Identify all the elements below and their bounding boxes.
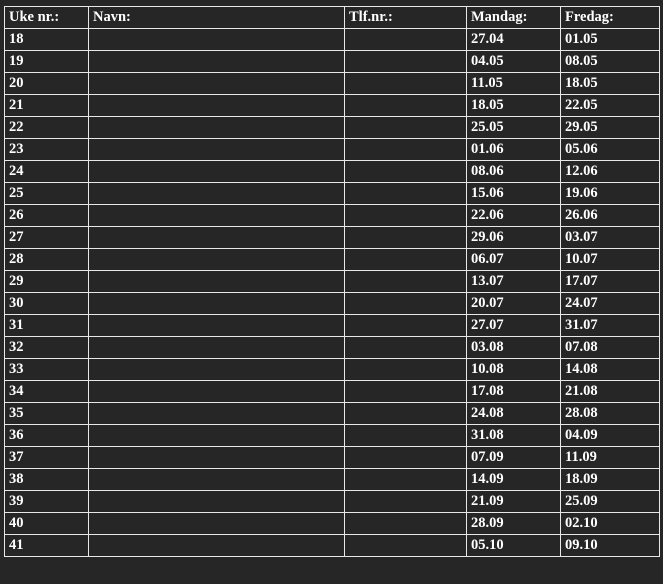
cell-monday: 17.08 <box>467 381 561 403</box>
cell-friday: 14.08 <box>561 359 660 381</box>
cell-name[interactable] <box>89 139 345 161</box>
table-row <box>5 293 660 315</box>
cell-week: 21 <box>5 95 89 117</box>
cell-week: 40 <box>5 513 89 535</box>
cell-friday: 31.07 <box>561 315 660 337</box>
cell-friday: 17.07 <box>561 271 660 293</box>
cell-monday: 15.06 <box>467 183 561 205</box>
cell-week: 25 <box>5 183 89 205</box>
cell-week: 30 <box>5 293 89 315</box>
table-row <box>5 29 660 51</box>
table-row <box>5 381 660 403</box>
cell-phone[interactable] <box>345 161 467 183</box>
cell-phone[interactable] <box>345 469 467 491</box>
cell-friday: 12.06 <box>561 161 660 183</box>
cell-week: 19 <box>5 51 89 73</box>
cell-name[interactable] <box>89 95 345 117</box>
cell-phone[interactable] <box>345 271 467 293</box>
cell-phone[interactable] <box>345 447 467 469</box>
table-header <box>5 7 660 29</box>
table-row <box>5 425 660 447</box>
cell-monday: 25.05 <box>467 117 561 139</box>
cell-phone[interactable] <box>345 51 467 73</box>
cell-friday: 04.09 <box>561 425 660 447</box>
header-row <box>5 7 660 29</box>
cell-week: 27 <box>5 227 89 249</box>
cell-week: 24 <box>5 161 89 183</box>
cell-monday: 13.07 <box>467 271 561 293</box>
cell-name[interactable] <box>89 315 345 337</box>
cell-friday: 18.05 <box>561 73 660 95</box>
cell-friday: 05.06 <box>561 139 660 161</box>
cell-name[interactable] <box>89 337 345 359</box>
cell-week: 32 <box>5 337 89 359</box>
column-header-monday: Mandag: <box>467 7 561 29</box>
cell-monday: 08.06 <box>467 161 561 183</box>
cell-friday: 19.06 <box>561 183 660 205</box>
cell-monday: 10.08 <box>467 359 561 381</box>
cell-week: 41 <box>5 535 89 557</box>
cell-monday: 21.09 <box>467 491 561 513</box>
cell-week: 18 <box>5 29 89 51</box>
cell-friday: 18.09 <box>561 469 660 491</box>
cell-name[interactable] <box>89 183 345 205</box>
cell-phone[interactable] <box>345 139 467 161</box>
cell-monday: 04.05 <box>467 51 561 73</box>
table-row <box>5 117 660 139</box>
column-header-phone: Tlf.nr.: <box>345 7 467 29</box>
cell-friday: 03.07 <box>561 227 660 249</box>
cell-week: 36 <box>5 425 89 447</box>
table-row <box>5 205 660 227</box>
cell-name[interactable] <box>89 469 345 491</box>
cell-friday: 08.05 <box>561 51 660 73</box>
cell-week: 26 <box>5 205 89 227</box>
cell-week: 29 <box>5 271 89 293</box>
cell-friday: 29.05 <box>561 117 660 139</box>
cell-phone[interactable] <box>345 337 467 359</box>
cell-phone[interactable] <box>345 29 467 51</box>
cell-name[interactable] <box>89 117 345 139</box>
cell-phone[interactable] <box>345 293 467 315</box>
cell-name[interactable] <box>89 535 345 557</box>
cell-phone[interactable] <box>345 513 467 535</box>
cell-monday: 28.09 <box>467 513 561 535</box>
schedule-table <box>4 6 660 557</box>
table-row <box>5 535 660 557</box>
column-header-friday: Fredag: <box>561 7 660 29</box>
cell-friday: 02.10 <box>561 513 660 535</box>
column-header-name: Navn: <box>89 7 345 29</box>
cell-week: 39 <box>5 491 89 513</box>
cell-friday: 01.05 <box>561 29 660 51</box>
cell-name[interactable] <box>89 51 345 73</box>
table-row <box>5 73 660 95</box>
cell-phone[interactable] <box>345 73 467 95</box>
cell-name[interactable] <box>89 403 345 425</box>
cell-monday: 03.08 <box>467 337 561 359</box>
cell-monday: 24.08 <box>467 403 561 425</box>
cell-week: 31 <box>5 315 89 337</box>
table-row <box>5 249 660 271</box>
cell-week: 35 <box>5 403 89 425</box>
cell-week: 20 <box>5 73 89 95</box>
table-row <box>5 139 660 161</box>
table-row <box>5 271 660 293</box>
table-row <box>5 161 660 183</box>
cell-phone[interactable] <box>345 117 467 139</box>
cell-monday: 31.08 <box>467 425 561 447</box>
cell-monday: 01.06 <box>467 139 561 161</box>
table-row <box>5 95 660 117</box>
cell-week: 37 <box>5 447 89 469</box>
table-row <box>5 447 660 469</box>
cell-name[interactable] <box>89 513 345 535</box>
cell-phone[interactable] <box>345 491 467 513</box>
cell-name[interactable] <box>89 161 345 183</box>
cell-phone[interactable] <box>345 403 467 425</box>
cell-name[interactable] <box>89 447 345 469</box>
cell-monday: 11.05 <box>467 73 561 95</box>
table-row <box>5 359 660 381</box>
cell-monday: 20.07 <box>467 293 561 315</box>
cell-week: 23 <box>5 139 89 161</box>
table-row <box>5 51 660 73</box>
cell-name[interactable] <box>89 29 345 51</box>
cell-phone[interactable] <box>345 205 467 227</box>
cell-name[interactable] <box>89 205 345 227</box>
column-header-week: Uke nr.: <box>5 7 89 29</box>
cell-week: 38 <box>5 469 89 491</box>
cell-friday: 28.08 <box>561 403 660 425</box>
cell-name[interactable] <box>89 425 345 447</box>
cell-monday: 07.09 <box>467 447 561 469</box>
cell-name[interactable] <box>89 73 345 95</box>
cell-name[interactable] <box>89 227 345 249</box>
cell-phone[interactable] <box>345 381 467 403</box>
cell-friday: 22.05 <box>561 95 660 117</box>
cell-friday: 25.09 <box>561 491 660 513</box>
cell-name[interactable] <box>89 271 345 293</box>
cell-week: 33 <box>5 359 89 381</box>
table-row <box>5 491 660 513</box>
cell-phone[interactable] <box>345 183 467 205</box>
table-row <box>5 315 660 337</box>
cell-friday: 09.10 <box>561 535 660 557</box>
cell-phone[interactable] <box>345 359 467 381</box>
table-row <box>5 403 660 425</box>
cell-phone[interactable] <box>345 227 467 249</box>
cell-monday: 29.06 <box>467 227 561 249</box>
table-row <box>5 337 660 359</box>
table-row <box>5 183 660 205</box>
cell-monday: 06.07 <box>467 249 561 271</box>
table-row <box>5 513 660 535</box>
table-body <box>5 29 660 557</box>
cell-phone[interactable] <box>345 425 467 447</box>
cell-name[interactable] <box>89 491 345 513</box>
cell-monday: 22.06 <box>467 205 561 227</box>
cell-name[interactable] <box>89 359 345 381</box>
cell-friday: 11.09 <box>561 447 660 469</box>
cell-friday: 07.08 <box>561 337 660 359</box>
cell-monday: 27.04 <box>467 29 561 51</box>
cell-monday: 14.09 <box>467 469 561 491</box>
cell-phone[interactable] <box>345 249 467 271</box>
cell-monday: 05.10 <box>467 535 561 557</box>
cell-name[interactable] <box>89 249 345 271</box>
table-row <box>5 469 660 491</box>
cell-friday: 10.07 <box>561 249 660 271</box>
cell-week: 28 <box>5 249 89 271</box>
cell-name[interactable] <box>89 293 345 315</box>
cell-monday: 27.07 <box>467 315 561 337</box>
cell-phone[interactable] <box>345 315 467 337</box>
cell-monday: 18.05 <box>467 95 561 117</box>
cell-phone[interactable] <box>345 535 467 557</box>
cell-phone[interactable] <box>345 95 467 117</box>
cell-friday: 26.06 <box>561 205 660 227</box>
cell-name[interactable] <box>89 381 345 403</box>
cell-friday: 21.08 <box>561 381 660 403</box>
cell-week: 34 <box>5 381 89 403</box>
table-row <box>5 227 660 249</box>
cell-friday: 24.07 <box>561 293 660 315</box>
cell-week: 22 <box>5 117 89 139</box>
